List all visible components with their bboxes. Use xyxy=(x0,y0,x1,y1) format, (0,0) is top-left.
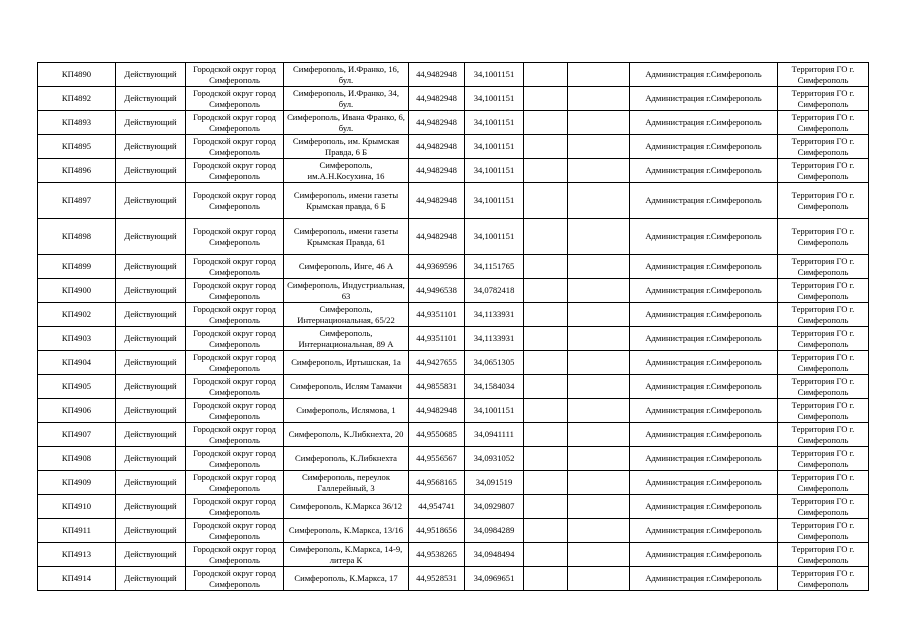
cell-district: Городской округ город Симферополь xyxy=(186,375,284,399)
cell-owner: Администрация г.Симферополь xyxy=(630,303,778,327)
cell-id: КП4911 xyxy=(38,519,116,543)
cell-empty-2 xyxy=(568,519,630,543)
cell-longitude: 34,0651305 xyxy=(465,351,524,375)
cell-address: Симферополь, К.Либкнехта xyxy=(284,447,409,471)
cell-territory: Территория ГО г. Симферополь xyxy=(778,135,869,159)
cell-district: Городской округ город Симферополь xyxy=(186,423,284,447)
cell-status: Действующий xyxy=(116,183,186,219)
cell-territory: Территория ГО г. Симферополь xyxy=(778,327,869,351)
cell-empty-1 xyxy=(524,87,568,111)
cell-latitude: 44,9369596 xyxy=(409,255,465,279)
cell-latitude: 44,9351101 xyxy=(409,327,465,351)
cell-address: Симферополь, К.Либкнехта, 20 xyxy=(284,423,409,447)
cell-latitude: 44,9482948 xyxy=(409,219,465,255)
table-row xyxy=(38,519,869,543)
cell-address: Симферополь, К.Маркса 36/12 xyxy=(284,495,409,519)
cell-status: Действующий xyxy=(116,87,186,111)
cell-territory: Территория ГО г. Симферополь xyxy=(778,63,869,87)
table-row xyxy=(38,63,869,87)
table-row xyxy=(38,399,869,423)
cell-district: Городской округ город Симферополь xyxy=(186,567,284,591)
cell-longitude: 34,0969651 xyxy=(465,567,524,591)
cell-latitude: 44,9482948 xyxy=(409,111,465,135)
cell-territory: Территория ГО г. Симферополь xyxy=(778,255,869,279)
cell-address: Симферополь, Интернациональная, 65/22 xyxy=(284,303,409,327)
cell-id: КП4910 xyxy=(38,495,116,519)
cell-owner: Администрация г.Симферополь xyxy=(630,519,778,543)
cell-latitude: 44,9855831 xyxy=(409,375,465,399)
cell-district: Городской округ город Симферополь xyxy=(186,135,284,159)
cell-longitude: 34,1001151 xyxy=(465,159,524,183)
cell-status: Действующий xyxy=(116,567,186,591)
cell-empty-1 xyxy=(524,495,568,519)
cell-empty-2 xyxy=(568,183,630,219)
cell-empty-2 xyxy=(568,255,630,279)
cell-id: КП4914 xyxy=(38,567,116,591)
cell-territory: Территория ГО г. Симферополь xyxy=(778,303,869,327)
cell-empty-2 xyxy=(568,423,630,447)
cell-empty-1 xyxy=(524,399,568,423)
cell-empty-2 xyxy=(568,63,630,87)
cell-owner: Администрация г.Симферополь xyxy=(630,63,778,87)
cell-longitude: 34,1001151 xyxy=(465,399,524,423)
cell-owner: Администрация г.Симферополь xyxy=(630,87,778,111)
cell-empty-2 xyxy=(568,375,630,399)
cell-empty-2 xyxy=(568,399,630,423)
cell-status: Действующий xyxy=(116,399,186,423)
cell-empty-2 xyxy=(568,351,630,375)
cell-id: КП4892 xyxy=(38,87,116,111)
cell-district: Городской округ город Симферополь xyxy=(186,543,284,567)
cell-latitude: 44,9528531 xyxy=(409,567,465,591)
cell-empty-1 xyxy=(524,255,568,279)
cell-id: КП4903 xyxy=(38,327,116,351)
cell-longitude: 34,0929807 xyxy=(465,495,524,519)
cell-district: Городской округ город Симферополь xyxy=(186,111,284,135)
cell-longitude: 34,0941111 xyxy=(465,423,524,447)
cell-district: Городской округ город Симферополь xyxy=(186,303,284,327)
cell-longitude: 34,1133931 xyxy=(465,327,524,351)
cell-status: Действующий xyxy=(116,327,186,351)
cell-id: КП4909 xyxy=(38,471,116,495)
cell-empty-1 xyxy=(524,543,568,567)
cell-id: КП4908 xyxy=(38,447,116,471)
cell-address: Симферополь, Ивана Франко, 6, бул. xyxy=(284,111,409,135)
cell-longitude: 34,091519 xyxy=(465,471,524,495)
table-row xyxy=(38,567,869,591)
cell-id: КП4893 xyxy=(38,111,116,135)
cell-status: Действующий xyxy=(116,279,186,303)
cell-id: КП4899 xyxy=(38,255,116,279)
cell-district: Городской округ город Симферополь xyxy=(186,351,284,375)
cell-empty-2 xyxy=(568,87,630,111)
cell-owner: Администрация г.Симферополь xyxy=(630,471,778,495)
cell-empty-1 xyxy=(524,567,568,591)
cell-id: КП4896 xyxy=(38,159,116,183)
cell-id: КП4895 xyxy=(38,135,116,159)
cell-district: Городской округ город Симферополь xyxy=(186,63,284,87)
cell-longitude: 34,1001151 xyxy=(465,87,524,111)
cell-district: Городской округ город Симферополь xyxy=(186,327,284,351)
cell-empty-1 xyxy=(524,303,568,327)
cell-empty-2 xyxy=(568,471,630,495)
cell-territory: Территория ГО г. Симферополь xyxy=(778,375,869,399)
cell-latitude: 44,9482948 xyxy=(409,159,465,183)
cell-status: Действующий xyxy=(116,543,186,567)
cell-empty-2 xyxy=(568,303,630,327)
cell-status: Действующий xyxy=(116,351,186,375)
cell-empty-2 xyxy=(568,495,630,519)
cell-id: КП4898 xyxy=(38,219,116,255)
cell-empty-2 xyxy=(568,135,630,159)
table-row xyxy=(38,219,869,255)
cell-empty-2 xyxy=(568,159,630,183)
cell-territory: Территория ГО г. Симферополь xyxy=(778,471,869,495)
cell-id: КП4913 xyxy=(38,543,116,567)
cell-owner: Администрация г.Симферополь xyxy=(630,375,778,399)
cell-empty-1 xyxy=(524,423,568,447)
cell-id: КП4890 xyxy=(38,63,116,87)
cell-empty-2 xyxy=(568,111,630,135)
cell-owner: Администрация г.Симферополь xyxy=(630,567,778,591)
cell-latitude: 44,9538265 xyxy=(409,543,465,567)
cell-district: Городской округ город Симферополь xyxy=(186,183,284,219)
cell-owner: Администрация г.Симферополь xyxy=(630,423,778,447)
cell-owner: Администрация г.Симферополь xyxy=(630,159,778,183)
cell-longitude: 34,0931052 xyxy=(465,447,524,471)
cell-status: Действующий xyxy=(116,519,186,543)
table-row xyxy=(38,279,869,303)
cell-district: Городской округ город Симферополь xyxy=(186,219,284,255)
table-row xyxy=(38,423,869,447)
cell-empty-1 xyxy=(524,219,568,255)
cell-status: Действующий xyxy=(116,63,186,87)
cell-address: Симферополь, им. Крымская Правда, 6 Б xyxy=(284,135,409,159)
cell-territory: Территория ГО г. Симферополь xyxy=(778,159,869,183)
data-table xyxy=(37,62,869,591)
cell-territory: Территория ГО г. Симферополь xyxy=(778,279,869,303)
cell-longitude: 34,0948494 xyxy=(465,543,524,567)
cell-empty-1 xyxy=(524,351,568,375)
cell-status: Действующий xyxy=(116,375,186,399)
table-row xyxy=(38,111,869,135)
cell-empty-1 xyxy=(524,375,568,399)
cell-address: Симферополь, К.Маркса, 14-9, литера К xyxy=(284,543,409,567)
cell-district: Городской округ город Симферополь xyxy=(186,279,284,303)
table-row xyxy=(38,255,869,279)
cell-owner: Администрация г.Симферополь xyxy=(630,279,778,303)
cell-latitude: 44,9482948 xyxy=(409,63,465,87)
cell-territory: Территория ГО г. Симферополь xyxy=(778,447,869,471)
cell-longitude: 34,0984289 xyxy=(465,519,524,543)
cell-district: Городской округ город Симферополь xyxy=(186,255,284,279)
cell-district: Городской округ город Симферополь xyxy=(186,495,284,519)
cell-owner: Администрация г.Симферополь xyxy=(630,219,778,255)
cell-status: Действующий xyxy=(116,303,186,327)
cell-status: Действующий xyxy=(116,159,186,183)
cell-territory: Территория ГО г. Симферополь xyxy=(778,183,869,219)
cell-territory: Территория ГО г. Симферополь xyxy=(778,519,869,543)
cell-territory: Территория ГО г. Симферополь xyxy=(778,543,869,567)
cell-empty-1 xyxy=(524,183,568,219)
cell-address: Симферополь, И.Франко, 16, бул. xyxy=(284,63,409,87)
cell-empty-2 xyxy=(568,279,630,303)
cell-latitude: 44,9518656 xyxy=(409,519,465,543)
cell-empty-2 xyxy=(568,447,630,471)
cell-district: Городской округ город Симферополь xyxy=(186,159,284,183)
cell-address: Симферополь, К.Маркса, 17 xyxy=(284,567,409,591)
cell-longitude: 34,1151765 xyxy=(465,255,524,279)
cell-latitude: 44,9496538 xyxy=(409,279,465,303)
cell-address: Симферополь, имени газеты Крымская правда, 6 Б xyxy=(284,183,409,219)
cell-address: Симферополь, И.Франко, 34, бул. xyxy=(284,87,409,111)
cell-address: Симферополь, Индустриальная, 63 xyxy=(284,279,409,303)
cell-latitude: 44,9482948 xyxy=(409,87,465,111)
cell-latitude: 44,9482948 xyxy=(409,399,465,423)
cell-empty-2 xyxy=(568,327,630,351)
cell-status: Действующий xyxy=(116,135,186,159)
cell-empty-1 xyxy=(524,327,568,351)
table-row xyxy=(38,351,869,375)
cell-owner: Администрация г.Симферополь xyxy=(630,351,778,375)
cell-longitude: 34,1001151 xyxy=(465,183,524,219)
cell-address: Симферополь, имени газеты Крымская Правда, 61 xyxy=(284,219,409,255)
cell-empty-1 xyxy=(524,447,568,471)
table-row xyxy=(38,495,869,519)
table-row xyxy=(38,303,869,327)
cell-latitude: 44,9482948 xyxy=(409,135,465,159)
cell-address: Симферополь, Ислям Тамакчи xyxy=(284,375,409,399)
cell-address: Симферополь, Иртышская, 1а xyxy=(284,351,409,375)
cell-owner: Администрация г.Симферополь xyxy=(630,543,778,567)
cell-territory: Территория ГО г. Симферополь xyxy=(778,423,869,447)
cell-status: Действующий xyxy=(116,423,186,447)
cell-status: Действующий xyxy=(116,471,186,495)
cell-longitude: 34,1133931 xyxy=(465,303,524,327)
cell-address: Симферополь, К.Маркса, 13/16 xyxy=(284,519,409,543)
cell-empty-2 xyxy=(568,543,630,567)
cell-empty-2 xyxy=(568,567,630,591)
table-row xyxy=(38,159,869,183)
cell-status: Действующий xyxy=(116,447,186,471)
cell-latitude: 44,9482948 xyxy=(409,183,465,219)
cell-status: Действующий xyxy=(116,255,186,279)
cell-owner: Администрация г.Симферополь xyxy=(630,447,778,471)
cell-status: Действующий xyxy=(116,495,186,519)
cell-territory: Территория ГО г. Симферополь xyxy=(778,495,869,519)
cell-latitude: 44,954741 xyxy=(409,495,465,519)
table-row xyxy=(38,183,869,219)
cell-address: Симферополь, им.А.Н.Косухина, 16 xyxy=(284,159,409,183)
cell-empty-1 xyxy=(524,111,568,135)
cell-latitude: 44,9427655 xyxy=(409,351,465,375)
cell-district: Городской округ город Симферополь xyxy=(186,87,284,111)
cell-owner: Администрация г.Симферополь xyxy=(630,399,778,423)
cell-id: КП4900 xyxy=(38,279,116,303)
cell-district: Городской округ город Симферополь xyxy=(186,519,284,543)
cell-empty-1 xyxy=(524,159,568,183)
cell-address: Симферополь, Интернациональная, 89 А xyxy=(284,327,409,351)
table-row xyxy=(38,471,869,495)
cell-empty-1 xyxy=(524,279,568,303)
cell-longitude: 34,1001151 xyxy=(465,111,524,135)
cell-owner: Администрация г.Симферополь xyxy=(630,255,778,279)
cell-longitude: 34,0782418 xyxy=(465,279,524,303)
cell-status: Действующий xyxy=(116,111,186,135)
cell-id: КП4905 xyxy=(38,375,116,399)
cell-latitude: 44,9568165 xyxy=(409,471,465,495)
cell-id: КП4906 xyxy=(38,399,116,423)
cell-longitude: 34,1584034 xyxy=(465,375,524,399)
cell-longitude: 34,1001151 xyxy=(465,135,524,159)
cell-district: Городской округ город Симферополь xyxy=(186,447,284,471)
cell-empty-2 xyxy=(568,219,630,255)
table-body xyxy=(38,63,869,591)
cell-latitude: 44,9556567 xyxy=(409,447,465,471)
cell-owner: Администрация г.Симферополь xyxy=(630,111,778,135)
table-row xyxy=(38,327,869,351)
cell-address: Симферополь, Ислямова, 1 xyxy=(284,399,409,423)
cell-territory: Территория ГО г. Симферополь xyxy=(778,87,869,111)
table-row xyxy=(38,135,869,159)
cell-id: КП4904 xyxy=(38,351,116,375)
cell-empty-1 xyxy=(524,63,568,87)
cell-empty-1 xyxy=(524,519,568,543)
table-row xyxy=(38,375,869,399)
cell-territory: Территория ГО г. Симферополь xyxy=(778,351,869,375)
cell-longitude: 34,1001151 xyxy=(465,63,524,87)
cell-district: Городской округ город Симферополь xyxy=(186,399,284,423)
cell-owner: Администрация г.Симферополь xyxy=(630,327,778,351)
table-row xyxy=(38,543,869,567)
cell-latitude: 44,9351101 xyxy=(409,303,465,327)
cell-id: КП4907 xyxy=(38,423,116,447)
cell-status: Действующий xyxy=(116,219,186,255)
cell-id: КП4897 xyxy=(38,183,116,219)
cell-owner: Администрация г.Симферополь xyxy=(630,183,778,219)
cell-empty-1 xyxy=(524,135,568,159)
cell-empty-1 xyxy=(524,471,568,495)
table-row xyxy=(38,447,869,471)
cell-address: Симферополь, переулок Галлерейный, 3 xyxy=(284,471,409,495)
cell-district: Городской округ город Симферополь xyxy=(186,471,284,495)
cell-territory: Территория ГО г. Симферополь xyxy=(778,219,869,255)
cell-longitude: 34,1001151 xyxy=(465,219,524,255)
cell-territory: Территория ГО г. Симферополь xyxy=(778,567,869,591)
cell-owner: Администрация г.Симферополь xyxy=(630,495,778,519)
cell-id: КП4902 xyxy=(38,303,116,327)
cell-owner: Администрация г.Симферополь xyxy=(630,135,778,159)
cell-territory: Территория ГО г. Симферополь xyxy=(778,399,869,423)
table-row xyxy=(38,87,869,111)
cell-territory: Территория ГО г. Симферополь xyxy=(778,111,869,135)
cell-latitude: 44,9550685 xyxy=(409,423,465,447)
cell-address: Симферополь, Инге, 46 А xyxy=(284,255,409,279)
